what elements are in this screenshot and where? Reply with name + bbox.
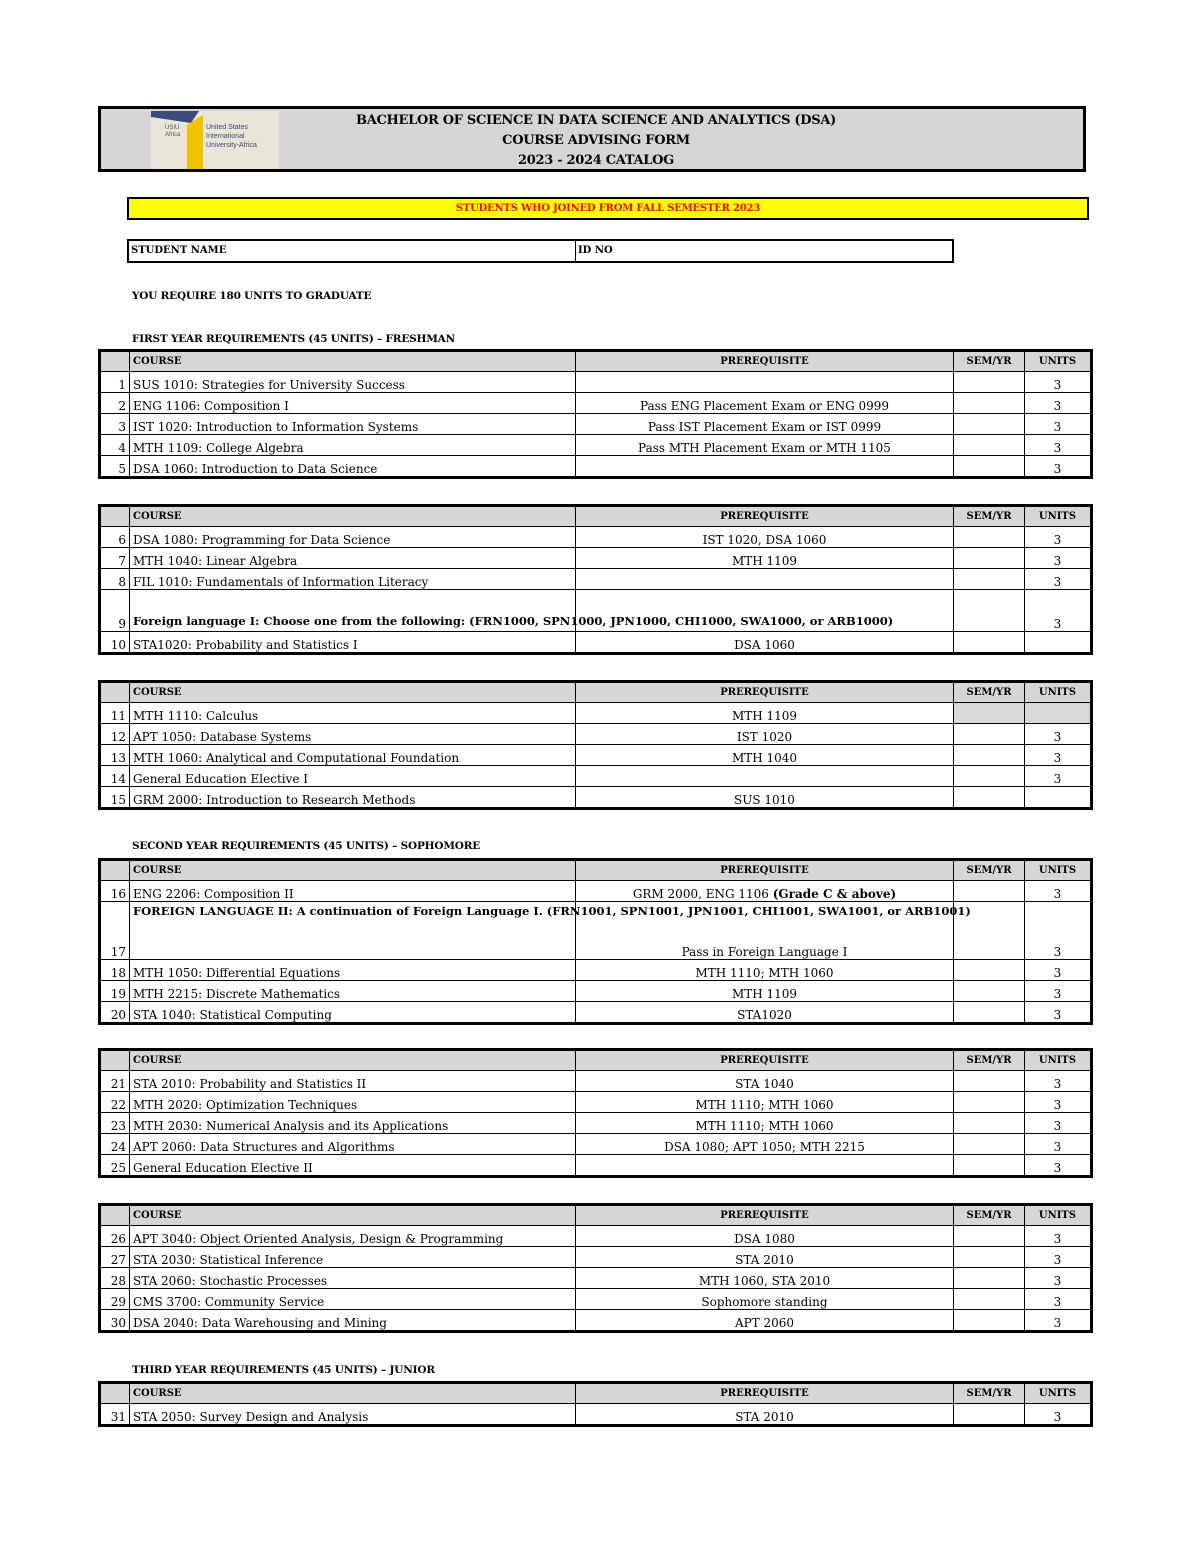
sem-yr-input[interactable] <box>954 414 1025 435</box>
course-cell: STA1020: Probability and Statistics I <box>130 632 576 654</box>
sem-yr-input[interactable] <box>954 1092 1025 1113</box>
units-cell: 3 <box>1025 1092 1092 1113</box>
row-number: 20 <box>100 1002 130 1024</box>
prerequisite-text: DSA 1080 <box>734 1232 795 1246</box>
course-cell: IST 1020: Introduction to Information Systems <box>130 414 576 435</box>
prerequisite-cell <box>576 1113 954 1134</box>
sem-yr-input[interactable] <box>954 372 1025 393</box>
units-cell: 3 <box>1025 1289 1092 1310</box>
units-cell: 3 <box>1025 881 1092 902</box>
units-cell: 3 <box>1025 1071 1092 1092</box>
course-cell: APT 2060: Data Structures and Algorithms <box>130 1134 576 1155</box>
table-row <box>100 435 1092 456</box>
prerequisite-cell <box>576 881 954 902</box>
course-header: COURSE <box>130 351 576 372</box>
table-row <box>100 1247 1092 1268</box>
units-cell: 3 <box>1025 724 1092 745</box>
table-header-row <box>100 860 1092 881</box>
course-cell: FOREIGN LANGUAGE II: A continuation of Foreign Language I. (FRN1001, SPN1001, JPN1001, CHI1001, SWA1001, or ARB1001) <box>130 902 576 960</box>
prerequisite-text: STA 1040 <box>735 1077 794 1091</box>
prerequisite-cell <box>576 393 954 414</box>
program-title: BACHELOR OF SCIENCE IN DATA SCIENCE AND ANALYTICS (DSA) <box>356 113 836 128</box>
sem-yr-input[interactable] <box>954 881 1025 902</box>
course-cell: STA 2050: Survey Design and Analysis <box>130 1404 576 1426</box>
row-number: 30 <box>100 1310 130 1332</box>
table-row <box>100 569 1092 590</box>
table-row <box>100 960 1092 981</box>
course-cell: General Education Elective I <box>130 766 576 787</box>
course-cell: ENG 2206: Composition II <box>130 881 576 902</box>
sem-yr-input[interactable] <box>954 548 1025 569</box>
sem-yr-input[interactable] <box>954 1268 1025 1289</box>
prerequisite-text: IST 1020 <box>736 730 793 744</box>
units-cell: 3 <box>1025 902 1092 960</box>
course-cell: STA 2030: Statistical Inference <box>130 1247 576 1268</box>
number-header <box>100 1383 130 1404</box>
sem-yr-header: SEM/YR <box>954 351 1025 372</box>
sem-yr-input[interactable] <box>954 724 1025 745</box>
table-row <box>100 787 1092 809</box>
course-cell: SUS 1010: Strategies for University Success <box>130 372 576 393</box>
course-table <box>98 1203 1093 1333</box>
prerequisite-cell <box>576 1289 954 1310</box>
course-header: COURSE <box>130 860 576 881</box>
sem-yr-header: SEM/YR <box>954 1383 1025 1404</box>
catalog-title: 2023 - 2024 CATALOG <box>518 153 674 168</box>
units-cell: 3 <box>1025 1002 1092 1024</box>
units-cell: 3 <box>1025 981 1092 1002</box>
prerequisite-grade-note: (Grade C & above) <box>772 887 897 901</box>
prerequisite-text: Pass ENG Placement Exam or ENG 0999 <box>639 399 890 413</box>
sem-yr-header: SEM/YR <box>954 682 1025 703</box>
prerequisite-text: MTH 1110; MTH 1060 <box>695 1119 834 1133</box>
prerequisite-header: PREREQUISITE <box>576 682 954 703</box>
number-header <box>100 682 130 703</box>
prerequisite-text: DSA 1080; APT 1050; MTH 2215 <box>664 1140 865 1154</box>
row-number: 17 <box>100 902 130 960</box>
prerequisite-text: STA1020 <box>737 1008 792 1022</box>
course-cell: STA 2060: Stochastic Processes <box>130 1268 576 1289</box>
prerequisite-text: MTH 1109 <box>731 554 798 568</box>
prerequisite-cell <box>576 372 954 393</box>
number-header <box>100 351 130 372</box>
units-cell: 3 <box>1025 1404 1092 1426</box>
prerequisite-cell <box>576 1404 954 1426</box>
row-number: 1 <box>100 372 130 393</box>
table-row <box>100 414 1092 435</box>
course-cell: General Education Elective II <box>130 1155 576 1177</box>
third-year-heading: THIRD YEAR REQUIREMENTS (45 UNITS) – JUNIOR <box>132 1364 435 1376</box>
course-cell: GRM 2000: Introduction to Research Methods <box>130 787 576 809</box>
row-number: 14 <box>100 766 130 787</box>
prerequisite-text: SUS 1010 <box>734 793 795 807</box>
table-header-row <box>100 1050 1092 1071</box>
sem-yr-input[interactable] <box>954 1310 1025 1332</box>
row-number: 26 <box>100 1226 130 1247</box>
units-cell: 3 <box>1025 1134 1092 1155</box>
student-name-label: STUDENT NAME <box>131 245 227 256</box>
course-cell: MTH 1110: Calculus <box>130 703 576 724</box>
prerequisite-header: PREREQUISITE <box>576 351 954 372</box>
row-number: 18 <box>100 960 130 981</box>
course-cell: APT 1050: Database Systems <box>130 724 576 745</box>
sem-yr-input[interactable] <box>954 745 1025 766</box>
units-header: UNITS <box>1025 351 1092 372</box>
table-row <box>100 1268 1092 1289</box>
table-row <box>100 1134 1092 1155</box>
prerequisite-text: DSA 1060 <box>734 638 795 652</box>
row-number: 11 <box>100 703 130 724</box>
table-row <box>100 632 1092 654</box>
sem-yr-input[interactable] <box>954 1134 1025 1155</box>
course-header: COURSE <box>130 1050 576 1071</box>
sem-yr-input[interactable] <box>954 960 1025 981</box>
prerequisite-cell <box>576 1071 954 1092</box>
units-cell: 3 <box>1025 1113 1092 1134</box>
course-cell: MTH 2215: Discrete Mathematics <box>130 981 576 1002</box>
number-header <box>100 1050 130 1071</box>
number-header <box>100 506 130 527</box>
prerequisite-header: PREREQUISITE <box>576 1383 954 1404</box>
table-row <box>100 548 1092 569</box>
prerequisite-header: PREREQUISITE <box>576 1050 954 1071</box>
units-header: UNITS <box>1025 506 1092 527</box>
course-header: COURSE <box>130 506 576 527</box>
units-header: UNITS <box>1025 1383 1092 1404</box>
number-header <box>100 860 130 881</box>
sem-yr-input[interactable] <box>954 766 1025 787</box>
prerequisite-text: IST 1020, DSA 1060 <box>702 533 827 547</box>
units-cell: 3 <box>1025 960 1092 981</box>
sem-yr-input[interactable] <box>954 703 1025 724</box>
course-cell: STA 1040: Statistical Computing <box>130 1002 576 1024</box>
sem-yr-input[interactable] <box>954 527 1025 548</box>
row-number: 15 <box>100 787 130 809</box>
table-row <box>100 1404 1092 1426</box>
sem-yr-input[interactable] <box>954 569 1025 590</box>
units-cell <box>1025 632 1092 654</box>
prerequisite-header: PREREQUISITE <box>576 860 954 881</box>
table-row <box>100 724 1092 745</box>
course-table <box>98 858 1093 1025</box>
prerequisite-cell <box>576 1155 954 1177</box>
form-header <box>98 106 1086 172</box>
course-cell: STA 2010: Probability and Statistics II <box>130 1071 576 1092</box>
row-number: 7 <box>100 548 130 569</box>
prerequisite-cell <box>576 1134 954 1155</box>
sem-yr-header: SEM/YR <box>954 860 1025 881</box>
sem-yr-input[interactable] <box>954 1289 1025 1310</box>
prerequisite-text: MTH 1060, STA 2010 <box>698 1274 831 1288</box>
units-cell: 3 <box>1025 590 1092 632</box>
prerequisite-cell <box>576 527 954 548</box>
prerequisite-cell <box>576 766 954 787</box>
table-row <box>100 456 1092 478</box>
table-row <box>100 1092 1092 1113</box>
row-number: 16 <box>100 881 130 902</box>
prerequisite-cell <box>576 456 954 478</box>
units-cell: 3 <box>1025 1155 1092 1177</box>
table-row <box>100 1113 1092 1134</box>
sem-yr-input[interactable] <box>954 435 1025 456</box>
course-cell: DSA 1060: Introduction to Data Science <box>130 456 576 478</box>
prerequisite-text: APT 2060 <box>734 1316 795 1330</box>
prerequisite-cell <box>576 632 954 654</box>
prerequisite-text: STA 2010 <box>735 1410 794 1424</box>
prerequisite-cell <box>576 1268 954 1289</box>
row-number: 29 <box>100 1289 130 1310</box>
row-number: 3 <box>100 414 130 435</box>
sem-yr-input[interactable] <box>954 1226 1025 1247</box>
table-row <box>100 1310 1092 1332</box>
course-header: COURSE <box>130 1383 576 1404</box>
course-cell: ENG 1106: Composition I <box>130 393 576 414</box>
number-header <box>100 1205 130 1226</box>
sem-yr-header: SEM/YR <box>954 1205 1025 1226</box>
units-cell: 3 <box>1025 1268 1092 1289</box>
sem-yr-header: SEM/YR <box>954 1050 1025 1071</box>
table-row <box>100 881 1092 902</box>
second-year-heading: SECOND YEAR REQUIREMENTS (45 UNITS) – SOPHOMORE <box>132 840 481 852</box>
table-header-row <box>100 1205 1092 1226</box>
prerequisite-cell <box>576 724 954 745</box>
course-cell: MTH 2020: Optimization Techniques <box>130 1092 576 1113</box>
prerequisite-text: Pass MTH Placement Exam or MTH 1105 <box>638 441 891 455</box>
row-number: 21 <box>100 1071 130 1092</box>
units-cell: 3 <box>1025 456 1092 478</box>
table-row <box>100 1002 1092 1024</box>
prerequisite-cell <box>576 960 954 981</box>
units-header: UNITS <box>1025 1205 1092 1226</box>
sem-yr-input[interactable] <box>954 787 1025 809</box>
prerequisite-text: MTH 1110; MTH 1060 <box>695 966 834 980</box>
course-cell: DSA 2040: Data Warehousing and Mining <box>130 1310 576 1332</box>
row-number: 24 <box>100 1134 130 1155</box>
prerequisite-text: MTH 1109 <box>731 987 798 1001</box>
course-table <box>98 1048 1093 1178</box>
row-number: 2 <box>100 393 130 414</box>
logo-text-line: University-Africa <box>206 142 257 149</box>
prerequisite-text: MTH 1109 <box>731 709 798 723</box>
prerequisite-header: PREREQUISITE <box>576 1205 954 1226</box>
row-number: 6 <box>100 527 130 548</box>
prerequisite-text: Sophomore standing <box>701 1295 828 1309</box>
units-cell: 3 <box>1025 527 1092 548</box>
row-number: 22 <box>100 1092 130 1113</box>
row-number: 31 <box>100 1404 130 1426</box>
row-number: 28 <box>100 1268 130 1289</box>
prerequisite-cell <box>576 1226 954 1247</box>
row-number: 19 <box>100 981 130 1002</box>
course-cell: FIL 1010: Fundamentals of Information Literacy <box>130 569 576 590</box>
sem-yr-input[interactable] <box>954 1404 1025 1426</box>
course-cell: MTH 1109: College Algebra <box>130 435 576 456</box>
table-row <box>100 902 1092 960</box>
row-number: 5 <box>100 456 130 478</box>
prerequisite-cell <box>576 787 954 809</box>
units-cell: 3 <box>1025 435 1092 456</box>
prerequisite-text: Pass IST Placement Exam or IST 0999 <box>647 420 882 434</box>
table-row <box>100 766 1092 787</box>
units-cell <box>1025 703 1092 724</box>
course-cell: MTH 2030: Numerical Analysis and its Applications <box>130 1113 576 1134</box>
prerequisite-cell <box>576 1002 954 1024</box>
table-row <box>100 372 1092 393</box>
prerequisite-cell <box>576 703 954 724</box>
prerequisite-text: MTH 1110; MTH 1060 <box>695 1098 834 1112</box>
units-cell: 3 <box>1025 1310 1092 1332</box>
student-row-divider <box>575 241 576 261</box>
table-header-row <box>100 506 1092 527</box>
sem-yr-input[interactable] <box>954 393 1025 414</box>
row-number: 23 <box>100 1113 130 1134</box>
course-cell: MTH 1040: Linear Algebra <box>130 548 576 569</box>
course-cell: MTH 1050: Differential Equations <box>130 960 576 981</box>
units-cell: 3 <box>1025 569 1092 590</box>
sem-yr-header: SEM/YR <box>954 506 1025 527</box>
units-cell: 3 <box>1025 372 1092 393</box>
prerequisite-header: PREREQUISITE <box>576 506 954 527</box>
row-number: 27 <box>100 1247 130 1268</box>
prerequisite-cell <box>576 414 954 435</box>
logo-text-line: International <box>206 133 245 140</box>
units-cell: 3 <box>1025 548 1092 569</box>
sem-yr-input[interactable] <box>954 590 1025 632</box>
sem-yr-input[interactable] <box>954 1002 1025 1024</box>
course-header: COURSE <box>130 1205 576 1226</box>
prerequisite-cell <box>576 1092 954 1113</box>
prerequisite-cell <box>576 548 954 569</box>
course-cell: DSA 1080: Programming for Data Science <box>130 527 576 548</box>
table-row <box>100 1289 1092 1310</box>
prerequisite-cell <box>576 435 954 456</box>
course-header: COURSE <box>130 682 576 703</box>
prerequisite-cell <box>576 981 954 1002</box>
table-header-row <box>100 351 1092 372</box>
table-row <box>100 981 1092 1002</box>
table-row <box>100 590 1092 632</box>
graduation-requirement: YOU REQUIRE 180 UNITS TO GRADUATE <box>132 290 372 302</box>
logo-mark-line: USIU <box>165 125 180 131</box>
first-year-heading: FIRST YEAR REQUIREMENTS (45 UNITS) – FRESHMAN <box>132 333 456 345</box>
course-cell: MTH 1060: Analytical and Computational Foundation <box>130 745 576 766</box>
table-header-row <box>100 682 1092 703</box>
sem-yr-input[interactable] <box>954 1247 1025 1268</box>
prerequisite-text: Pass in Foreign Language I <box>681 945 848 959</box>
logo-text-line: United States <box>206 124 249 131</box>
sem-yr-input[interactable] <box>954 981 1025 1002</box>
row-number: 4 <box>100 435 130 456</box>
units-cell: 3 <box>1025 1226 1092 1247</box>
course-table <box>98 349 1093 479</box>
units-cell: 3 <box>1025 766 1092 787</box>
row-number: 12 <box>100 724 130 745</box>
course-table <box>98 680 1093 810</box>
table-row <box>100 1155 1092 1177</box>
form-title: COURSE ADVISING FORM <box>502 133 690 148</box>
table-row <box>100 527 1092 548</box>
units-cell: 3 <box>1025 1247 1092 1268</box>
units-header: UNITS <box>1025 1050 1092 1071</box>
row-number: 9 <box>100 590 130 632</box>
cohort-notice: STUDENTS WHO JOINED FROM FALL SEMESTER 2023 <box>127 197 1089 220</box>
units-cell: 3 <box>1025 414 1092 435</box>
table-row <box>100 1071 1092 1092</box>
units-header: UNITS <box>1025 860 1092 881</box>
sem-yr-input[interactable] <box>954 456 1025 478</box>
prerequisite-text: STA 2010 <box>735 1253 794 1267</box>
table-row <box>100 745 1092 766</box>
course-cell: Foreign language I: Choose one from the following: (FRN1000, SPN1000, JPN1000, CHI1000, SWA1000, or ARB1000) <box>130 590 576 632</box>
prerequisite-cell <box>576 745 954 766</box>
prerequisite-text: GRM 2000, ENG 1106 <box>632 887 769 901</box>
units-header: UNITS <box>1025 682 1092 703</box>
row-number: 8 <box>100 569 130 590</box>
student-info-row <box>127 239 954 263</box>
logo-mark-line: Africa <box>165 132 181 138</box>
sem-yr-input[interactable] <box>954 1071 1025 1092</box>
sem-yr-input[interactable] <box>954 1113 1025 1134</box>
table-header-row <box>100 1383 1092 1404</box>
course-cell: CMS 3700: Community Service <box>130 1289 576 1310</box>
prerequisite-cell <box>576 1247 954 1268</box>
row-number: 10 <box>100 632 130 654</box>
course-cell: APT 3040: Object Oriented Analysis, Design & Programming <box>130 1226 576 1247</box>
prerequisite-text: MTH 1040 <box>731 751 798 765</box>
id-number-label: ID NO <box>578 245 613 256</box>
row-number: 25 <box>100 1155 130 1177</box>
course-table <box>98 504 1093 655</box>
table-row <box>100 703 1092 724</box>
table-row <box>100 393 1092 414</box>
row-number: 13 <box>100 745 130 766</box>
sem-yr-input[interactable] <box>954 632 1025 654</box>
prerequisite-cell <box>576 1310 954 1332</box>
units-cell: 3 <box>1025 393 1092 414</box>
course-table <box>98 1381 1093 1427</box>
university-logo <box>151 111 279 169</box>
prerequisite-cell <box>576 569 954 590</box>
units-cell: 3 <box>1025 745 1092 766</box>
sem-yr-input[interactable] <box>954 1155 1025 1177</box>
units-cell <box>1025 787 1092 809</box>
table-row <box>100 1226 1092 1247</box>
